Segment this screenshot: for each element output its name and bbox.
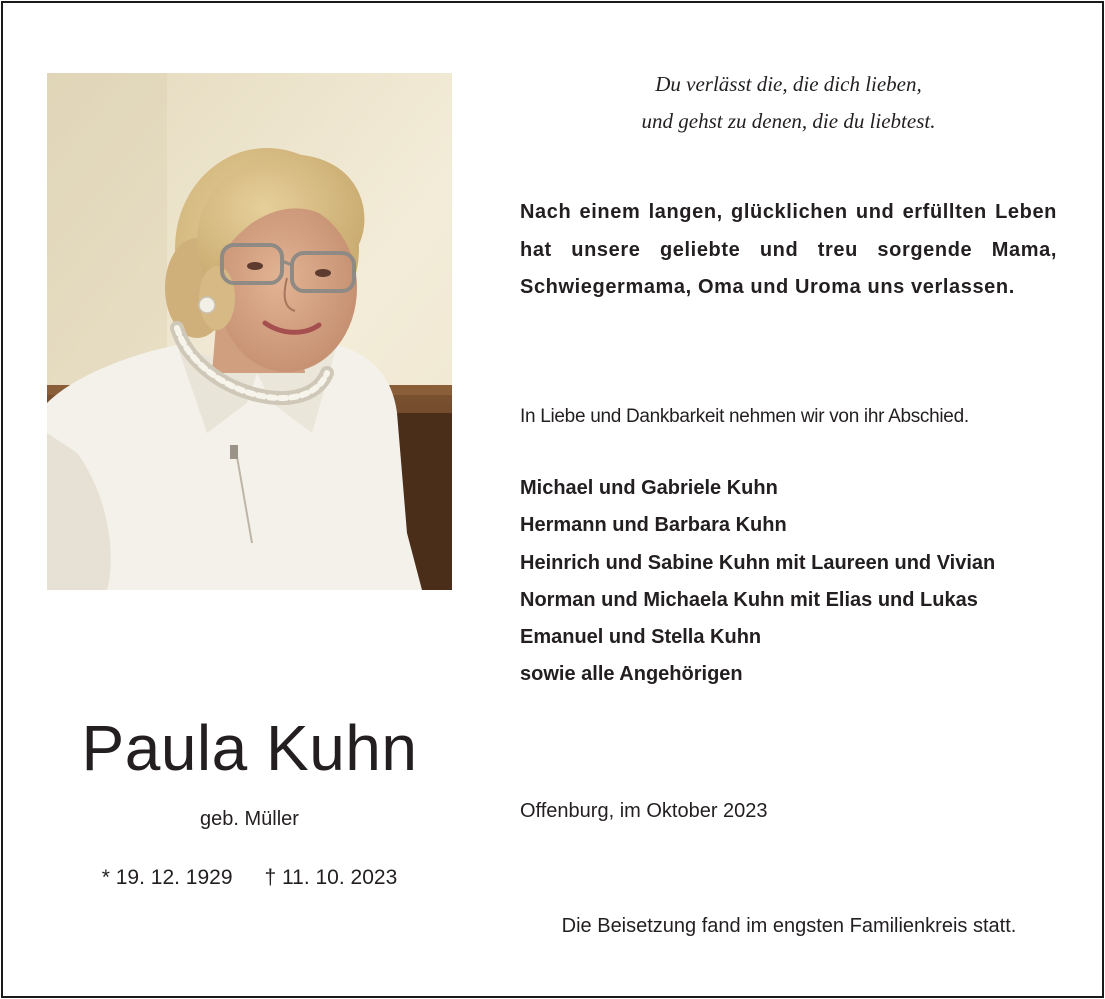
birth-date: * 19. 12. 1929 (101, 866, 233, 889)
mourner-entry: Emanuel und Stella Kuhn (520, 626, 762, 649)
mourners-list (520, 470, 1060, 694)
mourner-entry: Norman und Michaela Kuhn mit Elias und Lukas (520, 588, 978, 611)
deceased-name: Paula Kuhn (81, 712, 418, 784)
quote-line-2: und gehst zu denen, die du liebtest. (641, 109, 936, 133)
mourner-entry: sowie alle Angehörigen (520, 663, 743, 686)
quote-line-1: Du verlässt die, die dich lieben, (655, 72, 922, 96)
epitaph-quote (520, 66, 1057, 140)
portrait-photo (47, 73, 452, 590)
mourner-entry: Hermann und Barbara Kuhn (520, 514, 787, 537)
maiden-name: geb. Müller (200, 808, 299, 830)
mourner-entry: Heinrich und Sabine Kuhn mit Laureen und Vivian (520, 551, 996, 574)
life-dates (47, 866, 452, 890)
death-date: † 11. 10. 2023 (264, 866, 398, 889)
burial-note: Die Beisetzung fand im engsten Familienkreis statt. (561, 915, 1017, 937)
mourner-entry: Michael und Gabriele Kuhn (520, 477, 778, 499)
announcement-text: Nach einem langen, glücklichen und erfüllten Leben hat unsere geliebte und treu sorgende Mama, Schwiegermama, Oma und Uroma uns verlassen. (520, 201, 1057, 298)
farewell-line: In Liebe und Dankbarkeit nehmen wir von ihr Abschied. (520, 406, 969, 427)
place-and-date: Offenburg, im Oktober 2023 (520, 800, 768, 822)
